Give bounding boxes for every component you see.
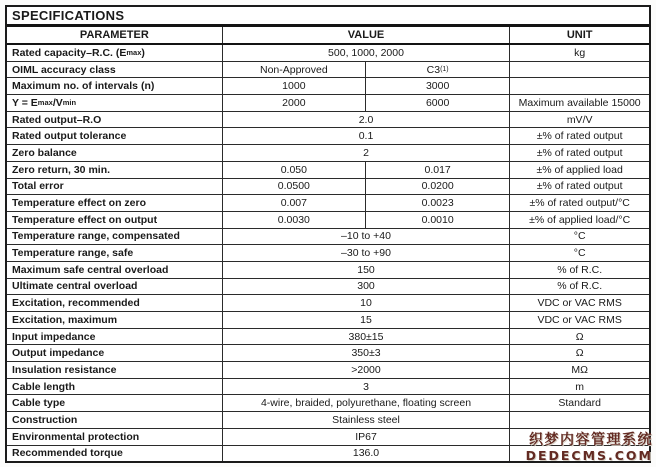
value-text: 0.0200 <box>421 180 454 193</box>
unit-cell: kg <box>574 46 586 59</box>
value-text: 2 <box>363 146 369 159</box>
param-cell: Construction <box>7 412 223 428</box>
unit-cell: ±% of applied load/°C <box>529 213 631 226</box>
value-cell <box>223 429 511 445</box>
value-text: 0.050 <box>223 162 366 178</box>
param-cell: Recommended torque <box>7 446 223 462</box>
value-cell <box>223 395 511 411</box>
param-cell: Input impedance <box>7 329 223 345</box>
value-cell <box>223 362 511 378</box>
value-text: 500, 1000, 2000 <box>328 46 404 59</box>
unit-cell: Maximum available 15000 <box>518 96 641 109</box>
param-cell: Excitation, recommended <box>7 295 223 311</box>
specifications-table <box>5 5 651 463</box>
unit-cell: ±% of rated output <box>536 130 623 143</box>
unit-cell: % of R.C. <box>557 263 603 276</box>
value-text: 0.007 <box>223 195 366 211</box>
table-row <box>7 362 649 379</box>
value-text: 0.017 <box>424 163 451 176</box>
table-row <box>7 179 649 196</box>
value-cell <box>223 78 511 94</box>
unit-cell: °C <box>573 230 586 243</box>
table-title <box>7 7 649 27</box>
unit-cell: ±% of applied load <box>536 163 623 176</box>
unit-cell: % of R.C. <box>557 280 603 293</box>
dedecms-watermark <box>526 431 653 463</box>
table-row <box>7 245 649 262</box>
value-text: 15 <box>360 313 372 326</box>
table-row <box>7 78 649 95</box>
param-cell: Maximum no. of intervals (n) <box>7 78 223 94</box>
value-cell <box>223 229 511 245</box>
value-text: –30 to +90 <box>341 247 391 260</box>
spec-rows <box>7 45 649 461</box>
table-row <box>7 62 649 79</box>
table-row <box>7 112 649 129</box>
table-row <box>7 279 649 296</box>
unit-cell: VDC or VAC RMS <box>537 313 622 326</box>
value-text: 3 <box>363 380 369 393</box>
value-text: 0.0023 <box>421 197 454 210</box>
table-row <box>7 95 649 112</box>
table-header <box>7 27 649 45</box>
table-row <box>7 345 649 362</box>
param-cell: Insulation resistance <box>7 362 223 378</box>
table-row <box>7 295 649 312</box>
value-cell <box>223 345 511 361</box>
param-cell: Total error <box>7 179 223 195</box>
value-cell <box>223 128 511 144</box>
value-cell <box>223 145 511 161</box>
unit-cell <box>510 412 649 428</box>
value-text: 0.0500 <box>223 179 366 195</box>
value-text: 0.0010 <box>421 213 454 226</box>
param-cell: Temperature effect on output <box>7 212 223 228</box>
param-cell: Ultimate central overload <box>7 279 223 295</box>
table-row <box>7 412 649 429</box>
table-row <box>7 329 649 346</box>
value-cell <box>223 62 511 78</box>
value-text: 6000 <box>425 96 450 109</box>
value-text: 350±3 <box>351 347 381 360</box>
value-text: >2000 <box>351 363 381 376</box>
param-cell: Rated output–R.O <box>7 112 223 128</box>
header-parameter: PARAMETER <box>7 27 223 43</box>
value-cell <box>223 162 511 178</box>
param-cell: Y = E max /V min <box>7 95 223 111</box>
value-text: –10 to +40 <box>341 230 391 243</box>
table-row <box>7 312 649 329</box>
table-row <box>7 229 649 246</box>
param-cell: Temperature effect on zero <box>7 195 223 211</box>
value-text: C3 (1) <box>426 63 449 76</box>
param-cell: Rated capacity–R.C. (E max ) <box>7 45 223 61</box>
header-unit: UNIT <box>566 29 593 41</box>
value-text: 0.1 <box>358 130 374 143</box>
watermark-domain-text: DEDECMS.COM <box>525 448 653 463</box>
param-cell: OIML accuracy class <box>7 62 223 78</box>
header-value: VALUE <box>223 27 511 43</box>
table-row <box>7 162 649 179</box>
unit-cell: mV/V <box>566 113 593 126</box>
param-cell: Zero return, 30 min. <box>7 162 223 178</box>
value-cell <box>223 379 511 395</box>
value-cell <box>223 412 511 428</box>
value-cell <box>223 312 511 328</box>
table-row <box>7 379 649 396</box>
value-text: 1000 <box>223 78 366 94</box>
unit-cell <box>510 62 649 78</box>
param-cell: Environmental protection <box>7 429 223 445</box>
value-cell <box>223 212 511 228</box>
value-text: 136.0 <box>352 447 380 460</box>
value-text: 2.0 <box>358 113 374 126</box>
value-text: Stainless steel <box>332 413 400 426</box>
table-row <box>7 195 649 212</box>
value-cell <box>223 95 511 111</box>
value-text: 2000 <box>223 95 366 111</box>
unit-cell: Ω <box>575 347 584 360</box>
value-text: 10 <box>360 297 372 310</box>
param-cell: Rated output tolerance <box>7 128 223 144</box>
unit-cell: ±% of rated output/°C <box>529 197 630 210</box>
param-cell: Zero balance <box>7 145 223 161</box>
value-cell <box>223 179 511 195</box>
value-cell <box>223 329 511 345</box>
param-cell: Cable length <box>7 379 223 395</box>
value-cell <box>223 45 511 61</box>
unit-cell: Standard <box>558 397 601 410</box>
value-cell <box>223 112 511 128</box>
unit-cell: Ω <box>575 330 584 343</box>
value-text: 300 <box>357 280 375 293</box>
value-text: 150 <box>357 263 375 276</box>
value-cell <box>223 262 511 278</box>
table-row <box>7 145 649 162</box>
value-cell <box>223 279 511 295</box>
table-row <box>7 45 649 62</box>
value-text: 4-wire, braided, polyurethane, floating screen <box>260 397 472 410</box>
value-text: 0.0030 <box>223 212 366 228</box>
unit-cell: m <box>575 380 585 393</box>
value-cell <box>223 245 511 261</box>
table-title-text: SPECIFICATIONS <box>12 8 125 23</box>
table-row <box>7 212 649 229</box>
unit-cell: °C <box>573 247 586 260</box>
unit-cell: ±% of rated output <box>536 180 623 193</box>
watermark-chinese-text: 织梦内容管理系统 <box>529 431 653 448</box>
param-cell: Temperature range, compensated <box>7 229 223 245</box>
unit-cell: MΩ <box>571 363 588 376</box>
table-row <box>7 128 649 145</box>
param-cell: Excitation, maximum <box>7 312 223 328</box>
value-cell <box>223 446 511 462</box>
table-row <box>7 262 649 279</box>
unit-cell: ±% of rated output <box>536 146 623 159</box>
unit-cell <box>510 78 649 94</box>
param-cell: Output impedance <box>7 345 223 361</box>
value-cell <box>223 295 511 311</box>
value-cell <box>223 195 511 211</box>
param-cell: Temperature range, safe <box>7 245 223 261</box>
value-text: 380±15 <box>348 330 384 343</box>
value-text: 3000 <box>425 80 450 93</box>
value-text: Non-Approved <box>223 62 366 78</box>
value-text: IP67 <box>355 430 377 443</box>
param-cell: Maximum safe central overload <box>7 262 223 278</box>
unit-cell: VDC or VAC RMS <box>537 297 622 310</box>
table-row <box>7 395 649 412</box>
param-cell: Cable type <box>7 395 223 411</box>
